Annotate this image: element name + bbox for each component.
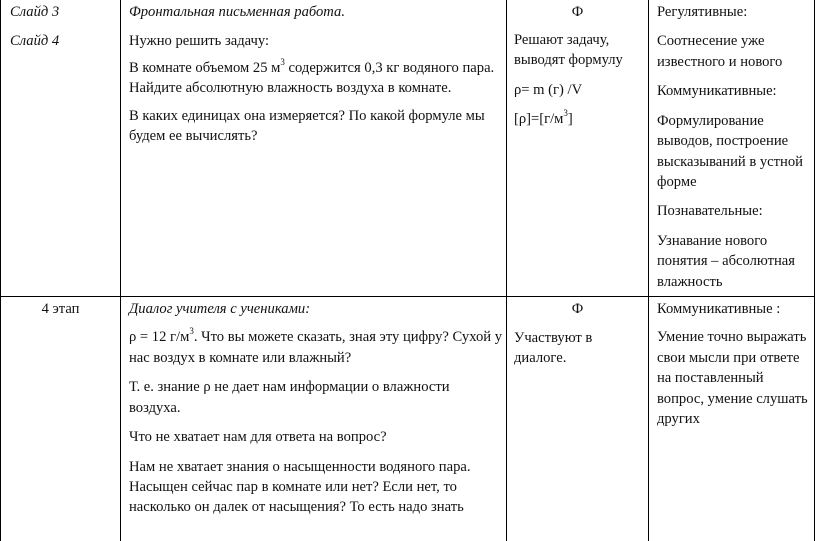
row2-students-text: Участвуют в диалоге. xyxy=(514,330,593,367)
row1-content-paragraph: Нужно решить задачу: xyxy=(129,33,270,50)
table-border-left xyxy=(0,0,1,541)
row1-students-cell xyxy=(514,30,644,139)
row2-content-paragraph: Т. е. знание ρ не дает нам информации о влажности воздуха. xyxy=(129,379,450,416)
uud-heading: Познавательные: xyxy=(657,203,763,220)
uud-heading: Регулятивные: xyxy=(657,4,748,20)
row1-content-paragraph: В каких единицах она измеряется? По какой формуле мы будем ее вычислять? xyxy=(129,107,485,145)
row2-content-paragraph: Что не хватает нам для ответа на вопрос? xyxy=(129,429,387,446)
row1-students-text: Решают задачу, выводят формулу xyxy=(514,32,623,69)
row2-content-cell xyxy=(129,299,503,527)
row1-uud-cell xyxy=(657,2,812,301)
table-border-right xyxy=(814,0,815,541)
uud-heading: Коммуникативные: xyxy=(657,83,777,100)
row2-stage-cell xyxy=(1,299,120,328)
row1-content-cell xyxy=(129,2,501,156)
row1-form-cell xyxy=(507,2,648,31)
row1-stage-line: Слайд 3 xyxy=(10,4,60,20)
row1-content-paragraph: В комнате объемом 25 $м^3$ содержится 0,3 кг водяного пара. Найдите абсолютную влажность воздуха в комнате. xyxy=(129,56,495,97)
uud-text: Узнавание нового понятия – абсолютная влажность xyxy=(657,232,795,290)
row1-stage-line: Слайд 4 xyxy=(10,33,60,50)
uud-text: Соотнесение уже известного и нового xyxy=(657,33,783,70)
row1-students-units: $[\rho]=[г/м^3]$ xyxy=(514,108,573,128)
row2-form-cell xyxy=(507,299,648,328)
table-divider-2 xyxy=(506,0,507,541)
table-divider-3 xyxy=(648,0,649,541)
row2-students-cell xyxy=(514,328,644,378)
row1-content-heading: Фронтальная письменная работа. xyxy=(129,4,345,20)
table-divider-1 xyxy=(120,0,121,541)
uud-text: Формулирование выводов, построение высказываний в устной форме xyxy=(657,112,803,190)
row2-content-paragraph: ρ = 12 $г/м^3$. Что вы можете сказать, зная эту цифру? Сухой у нас воздух в комнате или влажный? xyxy=(129,326,503,366)
row1-stage-cell xyxy=(10,2,116,61)
uud-heading: Коммуникативные : xyxy=(657,301,781,317)
row2-stage-label: 4 этап xyxy=(41,301,80,317)
row1-students-formula: ρ= m (г) /V xyxy=(514,81,583,98)
row1-form-label: Ф xyxy=(571,4,584,20)
uud-text: Умение точно выражать свои мысли при ответе на поставленный вопрос, умение слушать других xyxy=(657,329,808,428)
row2-content-paragraph: Нам не хватает знания о насыщенности водяного пара. Насыщен сейчас пар в комнате или нет? Если нет, то насколько он далек от насыщения? То есть надо знать xyxy=(129,458,471,516)
row2-content-heading: Диалог учителя с учениками: xyxy=(129,301,311,317)
row2-uud-cell xyxy=(657,299,812,439)
row2-form-label: Ф xyxy=(571,301,584,317)
